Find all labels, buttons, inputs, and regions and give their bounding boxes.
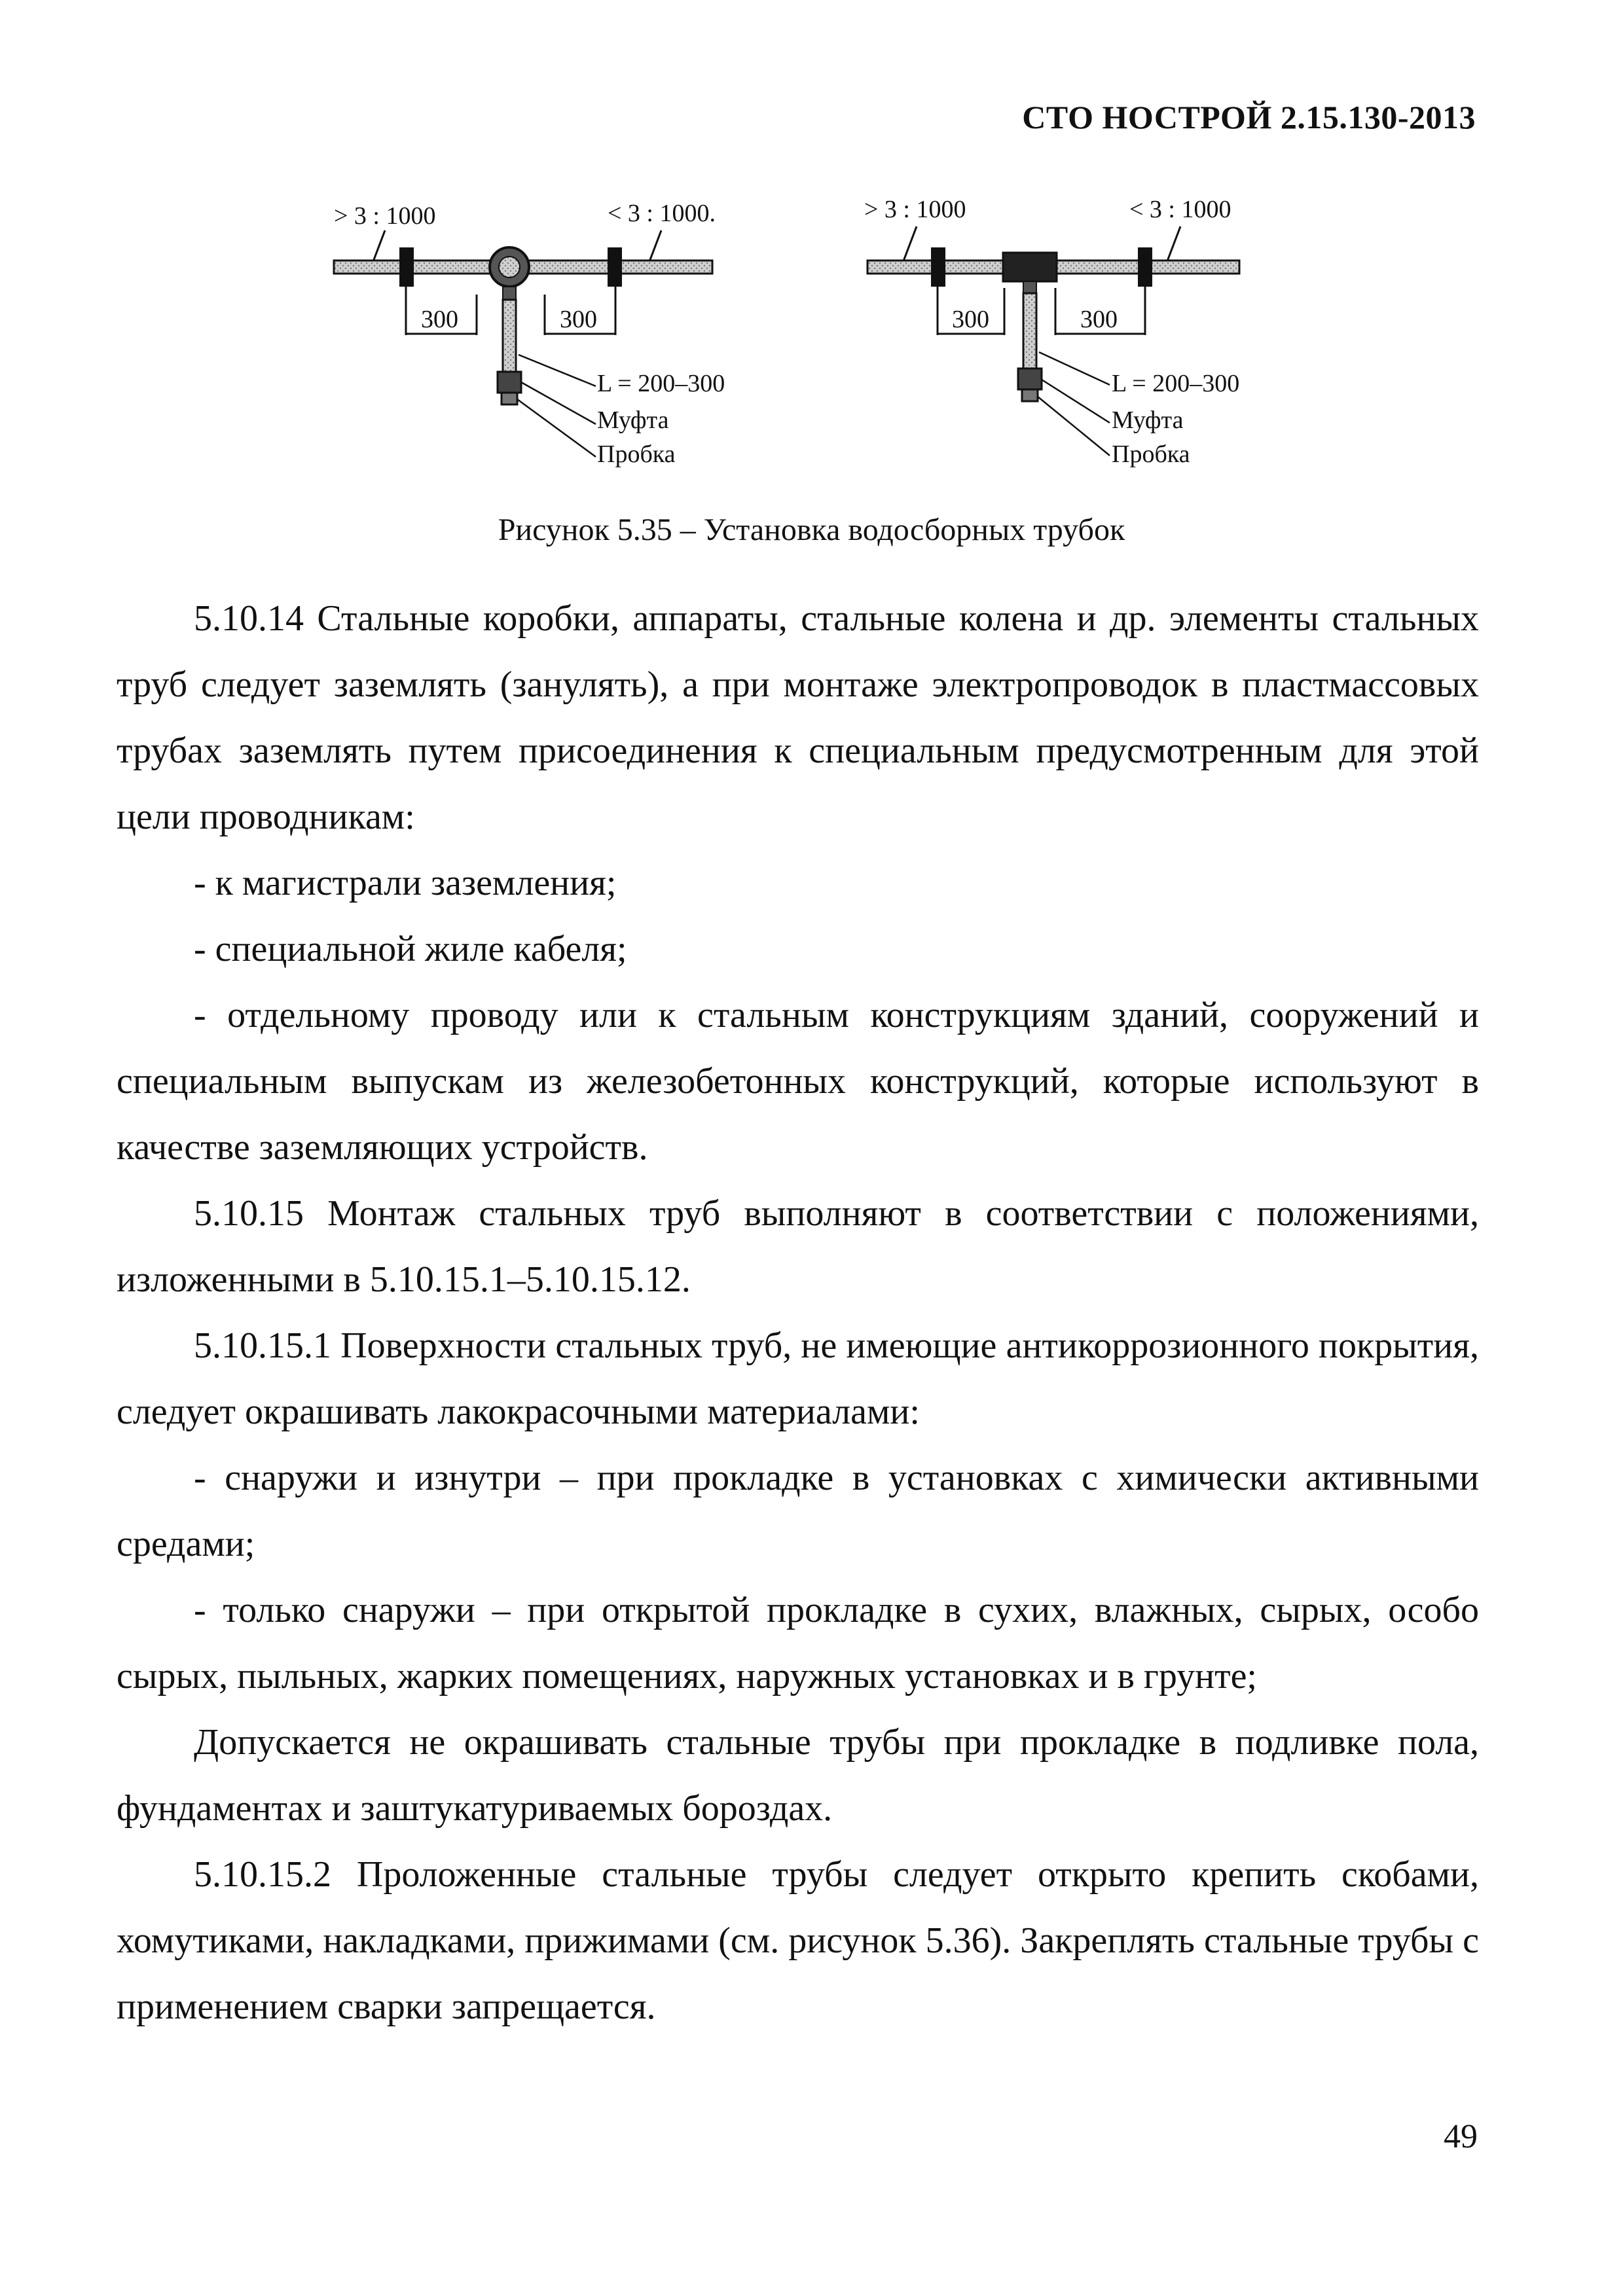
list-item-cable-core: - специальной жиле кабеля; (194, 929, 627, 969)
right-length-label: L = 200–300 (1112, 370, 1240, 397)
right-diagram (864, 196, 1239, 468)
left-diagram (334, 200, 725, 468)
paragraph-allowed-unpainted: Допускается не окрашивать стальные трубы при прокладке в подливке пола, фундаментах и заштукатуриваемых бороздах. (117, 1722, 1479, 1829)
figure-5-35 (308, 183, 1316, 491)
right-plug-label: Пробка (1112, 440, 1190, 468)
left-plug-label: Пробка (597, 440, 676, 468)
right-dim-left: 300 (952, 306, 989, 333)
page-number: 49 (1444, 2118, 1478, 2155)
left-slope-lt-label: < 3 : 1000. (608, 200, 716, 227)
list-item-grounding-main: - к магистрали заземления; (194, 863, 617, 903)
paragraph-5-10-15: 5.10.15 Монтаж стальных труб выполняют в соответствии с положениями, изложенными в 5.10.15.1–5.10.15.12. (117, 1193, 1479, 1300)
left-slope-gt-label: > 3 : 1000 (334, 202, 436, 230)
right-slope-lt-label: < 3 : 1000 (1129, 196, 1231, 223)
left-dim-left: 300 (421, 306, 458, 333)
document-id: СТО НОСТРОЙ 2.15.130-2013 (1022, 99, 1476, 135)
right-dim-right: 300 (1080, 306, 1118, 333)
paragraph-5-10-15-1: 5.10.15.1 Поверхности стальных труб, не имеющие антикоррозионного покрытия, следует окрашивать лакокрасочными материалами: (117, 1325, 1479, 1432)
figure-caption: Рисунок 5.35 – Установка водосборных трубок (498, 512, 1125, 547)
list-item-separate-wire: - отдельному проводу или к стальным конструкциям зданий, сооружений и специальным выпускам из железобетонных конструкций, которые используют в качестве заземляющих устройств. (117, 995, 1479, 1168)
list-item-outside-only: - только снаружи – при открытой прокладке в сухих, влажных, сырых, особо сырых, пыльных, жарких помещениях, наружных установках и в грунте; (117, 1590, 1479, 1696)
figure-drawing (308, 183, 1316, 491)
left-dim-right: 300 (560, 306, 597, 333)
list-item-inside-outside: - снаружи и изнутри – при прокладке в установках с химически активными средами; (117, 1458, 1479, 1564)
left-length-label: L = 200–300 (597, 370, 725, 397)
paragraph-5-10-14: 5.10.14 Стальные коробки, аппараты, стальные колена и др. элементы стальных труб следует заземлять (занулять), а при монтаже электропроводок в пластмассовых трубах заземлять путем присоединения к специальным предусмотренным для этой цели проводникам: (117, 598, 1479, 837)
right-coupling-label: Муфта (1112, 406, 1184, 434)
paragraph-5-10-15-2: 5.10.15.2 Проложенные стальные трубы следует открыто крепить скобами, хомутиками, накладками, прижимами (см. рисунок 5.36). Закреплять стальные трубы с применением сварки запрещается. (117, 1854, 1479, 2027)
right-slope-gt-label: > 3 : 1000 (864, 196, 966, 223)
left-coupling-label: Муфта (597, 406, 669, 434)
body-text (117, 586, 1479, 2040)
